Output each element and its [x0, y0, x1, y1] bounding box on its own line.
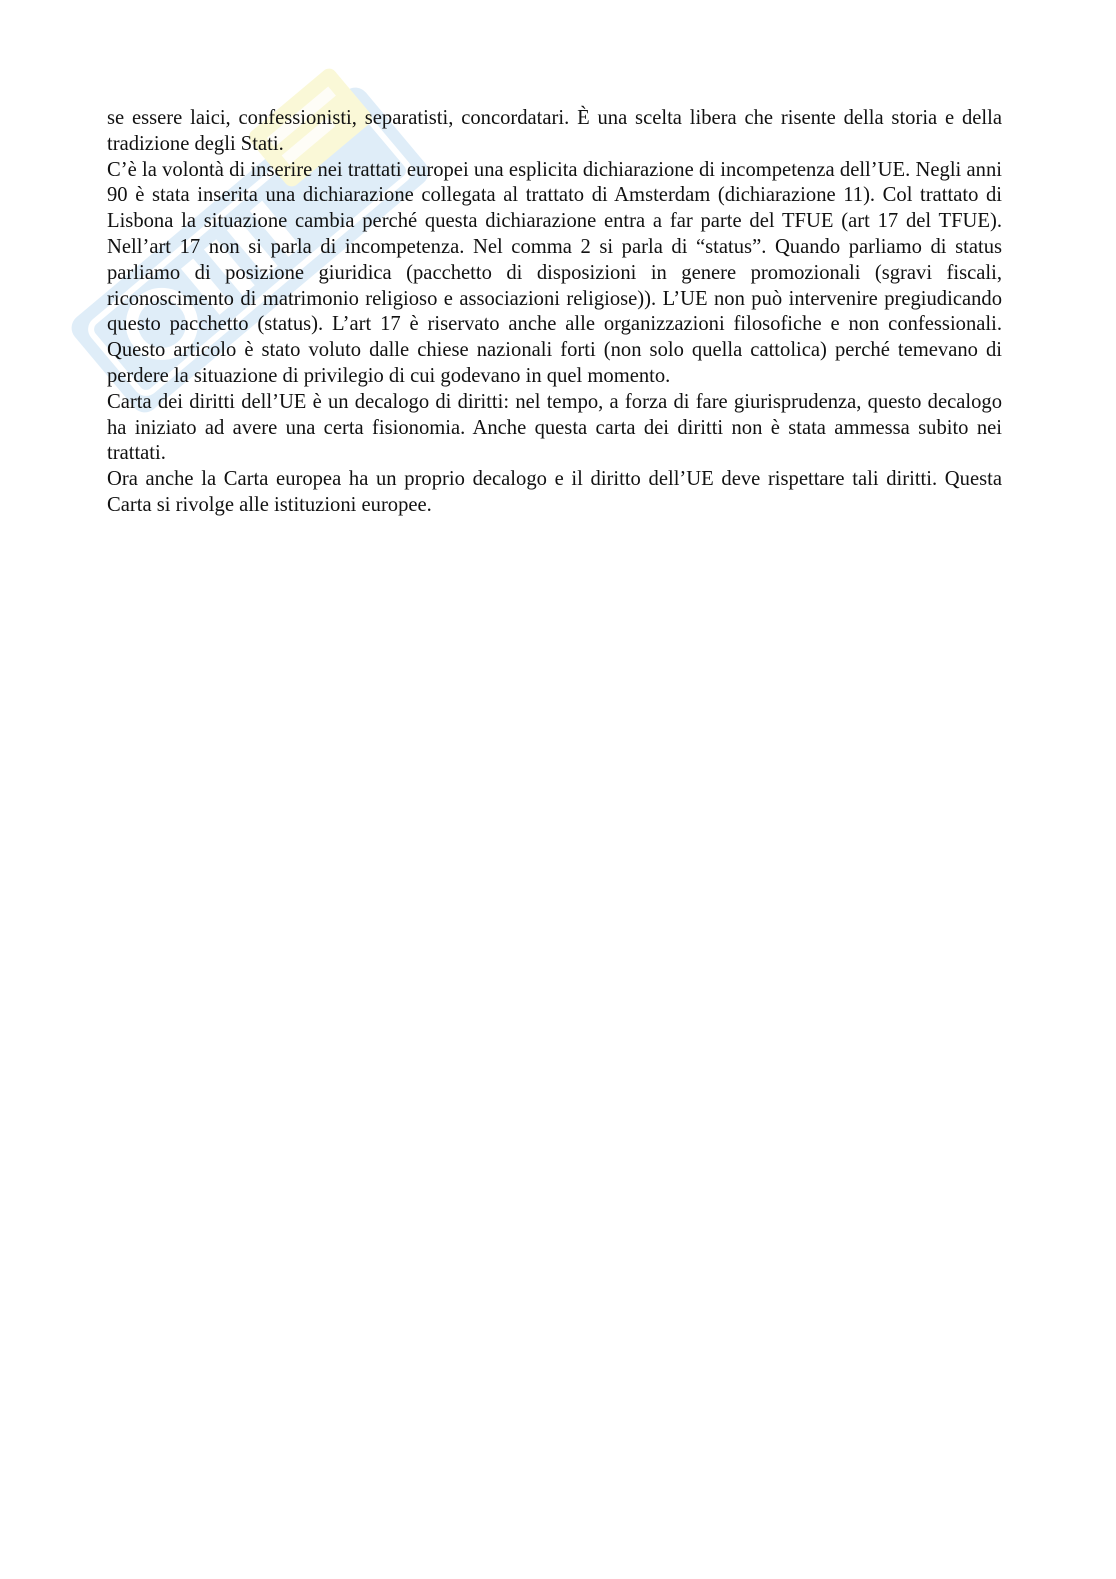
- paragraph-4: Ora anche la Carta europea ha un proprio decalogo e il diritto dell’UE deve rispettare tali diritti. Questa Carta si rivolge alle istituzioni europee.: [107, 468, 1002, 516]
- paragraph-3: Carta dei diritti dell’UE è un decalogo di diritti: nel tempo, a forza di fare giurisprudenza, questo decalogo ha iniziato ad avere una certa fisionomia. Anche questa carta dei diritti non è stata ammessa subito nei trattati.: [107, 390, 1002, 465]
- paragraph-1: se essere laici, confessionisti, separatisti, concordatari. È una scelta libera che risente della storia e della tradizione degli Stati.: [107, 107, 1002, 155]
- paragraph-2: C’è la volontà di inserire nei trattati europei una esplicita dichiarazione di incompetenza dell’UE. Negli anni 90 è stata inserita una dichiarazione collegata al trattato di Amsterdam (dichiarazione 11). Col trattato di Lisbona la situazione cambia perché questa dichiarazione entra a far parte del TFUE (art 17 del TFUE). Nell’art 17 non si parla di incompetenza. Nel comma 2 si parla di “status”. Quando parliamo di status parliamo di posizione giuridica (pacchetto di disposizioni in genere promozionali (sgravi fiscali, riconoscimento di matrimonio religioso e associazioni religiose)). L’UE non può intervenire pregiudicando questo pacchetto (status). L’art 17 è riservato anche alle organizzazioni filosofiche e non confessionali. Questo articolo è stato voluto dalle chiese nazionali forti (non solo quella cattolica) perché temevano di perdere la situazione di privilegio di cui godevano in quel momento.: [107, 158, 1002, 387]
- document-body: [107, 106, 1002, 519]
